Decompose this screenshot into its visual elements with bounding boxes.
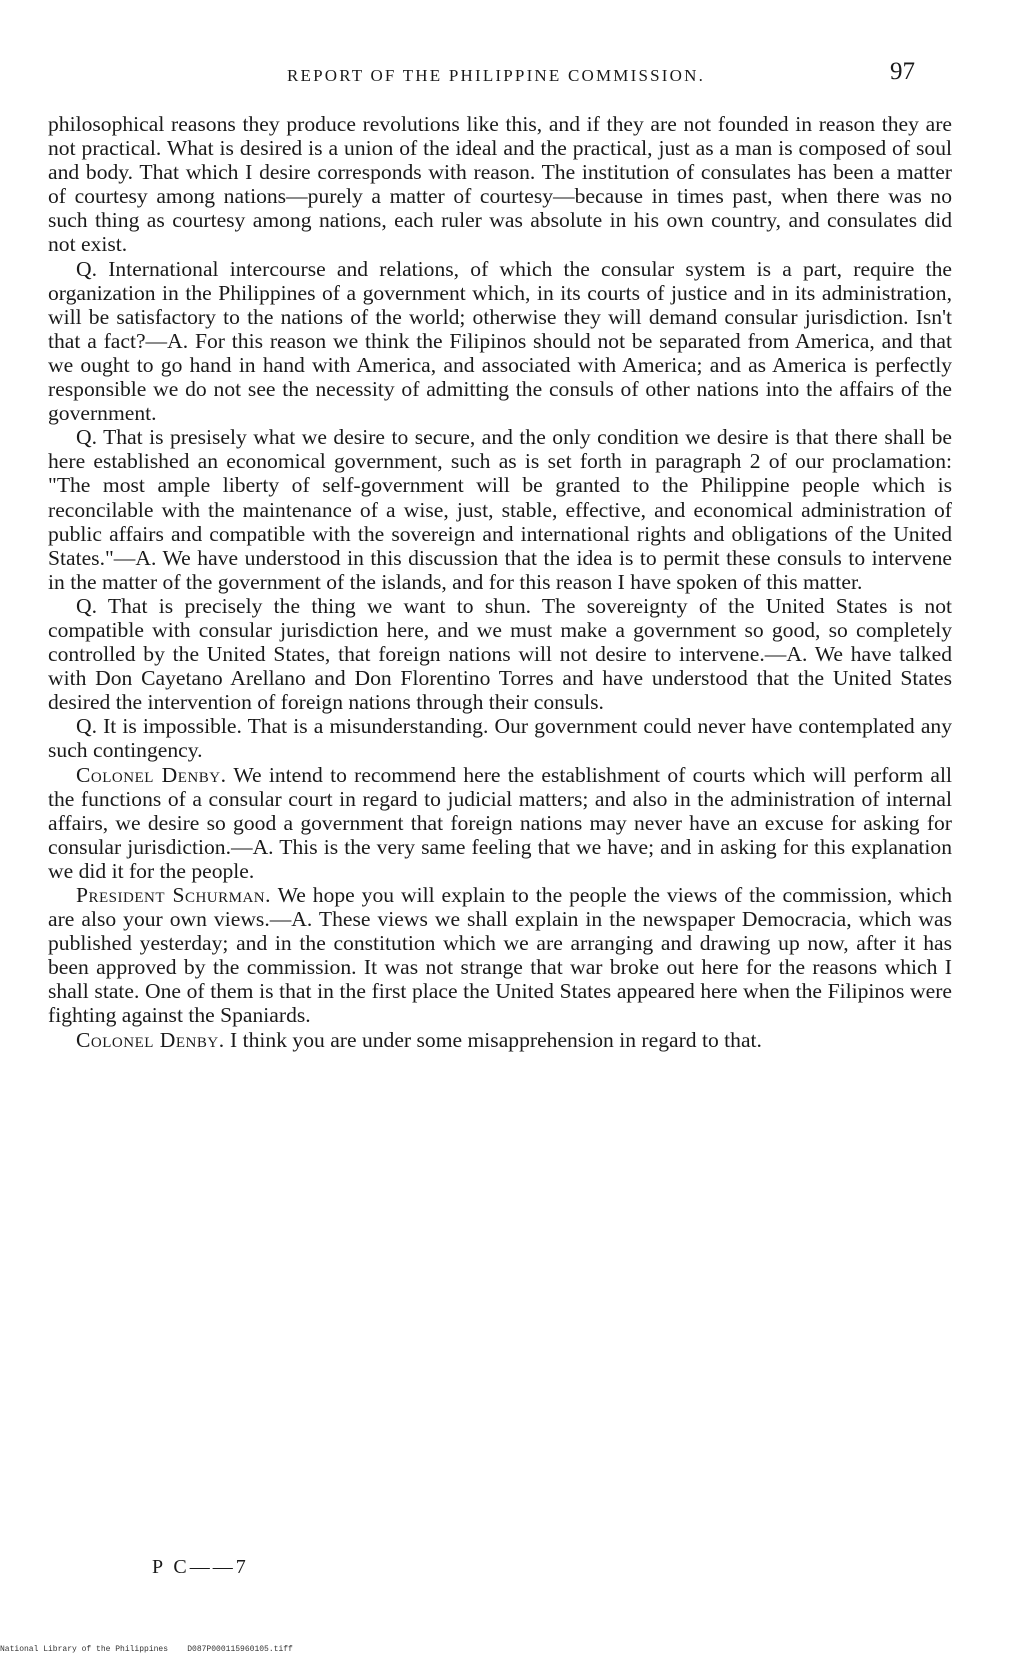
paragraph: President Schurman. We hope you will explain to the people the views of the commission, which are also your own views.—A. These views we shall explain in the newspaper Democracia, which was published yesterday; and in the constitution which we are arranging and drawing up now, after it has been approved by the commission. It was not strange that war broke out here for the reasons which I shall state. One of them is that in the first place the United States appeared here when the Filipinos were fighting against the Spaniards. [48, 883, 952, 1028]
page-number: 97 [890, 58, 915, 85]
paragraph: Colonel Denby. We intend to recommend here the establishment of courts which will perform all the functions of a consular court in regard to judicial matters; and also in the administration of internal affairs, we desire so good a government that foreign nations may never have an excuse for asking for consular jurisdiction.—A. This is the very same feeling that we have; and in asking for this explanation we did it for the people. [48, 762, 952, 883]
paragraph: Q. International intercourse and relations, of which the consular system is a part, require the organization in the Philippines of a government which, in its courts of justice and in its administration, will be satisfactory to the nations of the world; otherwise they will demand consular jurisdiction. Isn't that a fact?—A. For this reason we think the Filipinos should not be separated from America, and that we ought to go hand in hand with America, and associated with America; and as America is perfectly responsible we do not see the necessity of admitting the consuls of other nations into the affairs of the government. [48, 256, 952, 426]
speaker-name: Colonel Denby. [76, 762, 227, 787]
paragraph: philosophical reasons they produce revolutions like this, and if they are not founded in reason they are not practical. What is desired is a union of the ideal and the practical, just as a man is composed of soul and body. That which I desire corresponds with reason. The institution of consulates has been a matter of courtesy among nations—purely a matter of courtesy—because in times past, when there was no such thing as courtesy among nations, each ruler was absolute in his own country, and consulates did not exist. [48, 112, 952, 257]
scan-footer: National Library of the Philippines D087P000115960105.tiff [0, 1645, 293, 1654]
paragraph: Q. It is impossible. That is a misunderstanding. Our government could never have contemplated any such contingency. [48, 714, 952, 763]
paragraph: Q. That is precisely the thing we want to shun. The sovereignty of the United States is not compatible with consular jurisdiction here, and we must make a government so good, so completely controlled by the United States, that foreign nations will not desire to intervene.—A. We have talked with Don Cayetano Arellano and Don Florentino Torres and have understood that the United States desired the intervention of foreign nations through their consuls. [48, 593, 952, 715]
body-text [48, 112, 952, 1052]
speaker-name: President Schurman. [76, 883, 272, 907]
paragraph: Colonel Denby. I think you are under some misapprehension in regard to that. [76, 1027, 762, 1052]
running-title: REPORT OF THE PHILIPPINE COMMISSION. [286, 66, 706, 85]
speaker-name: Colonel Denby. [76, 1027, 225, 1052]
paragraph: Q. That is presisely what we desire to secure, and the only condition we desire is that there shall be here established an economical government, such as is set forth in paragraph 2 of our proclamation: "The most ample liberty of self-government will be granted to the Philippine people which is reconcilable with the maintenance of a wise, just, stable, effective, and economical administration of public affairs and compatible with the sovereign and international rights and obligations of the United States."—A. We have understood in this discussion that the idea is to permit these consuls to intervene in the matter of the government of the islands, and for this reason I have spoken of this matter. [48, 425, 952, 594]
printer-signature-mark: P C——7 [152, 1556, 249, 1578]
